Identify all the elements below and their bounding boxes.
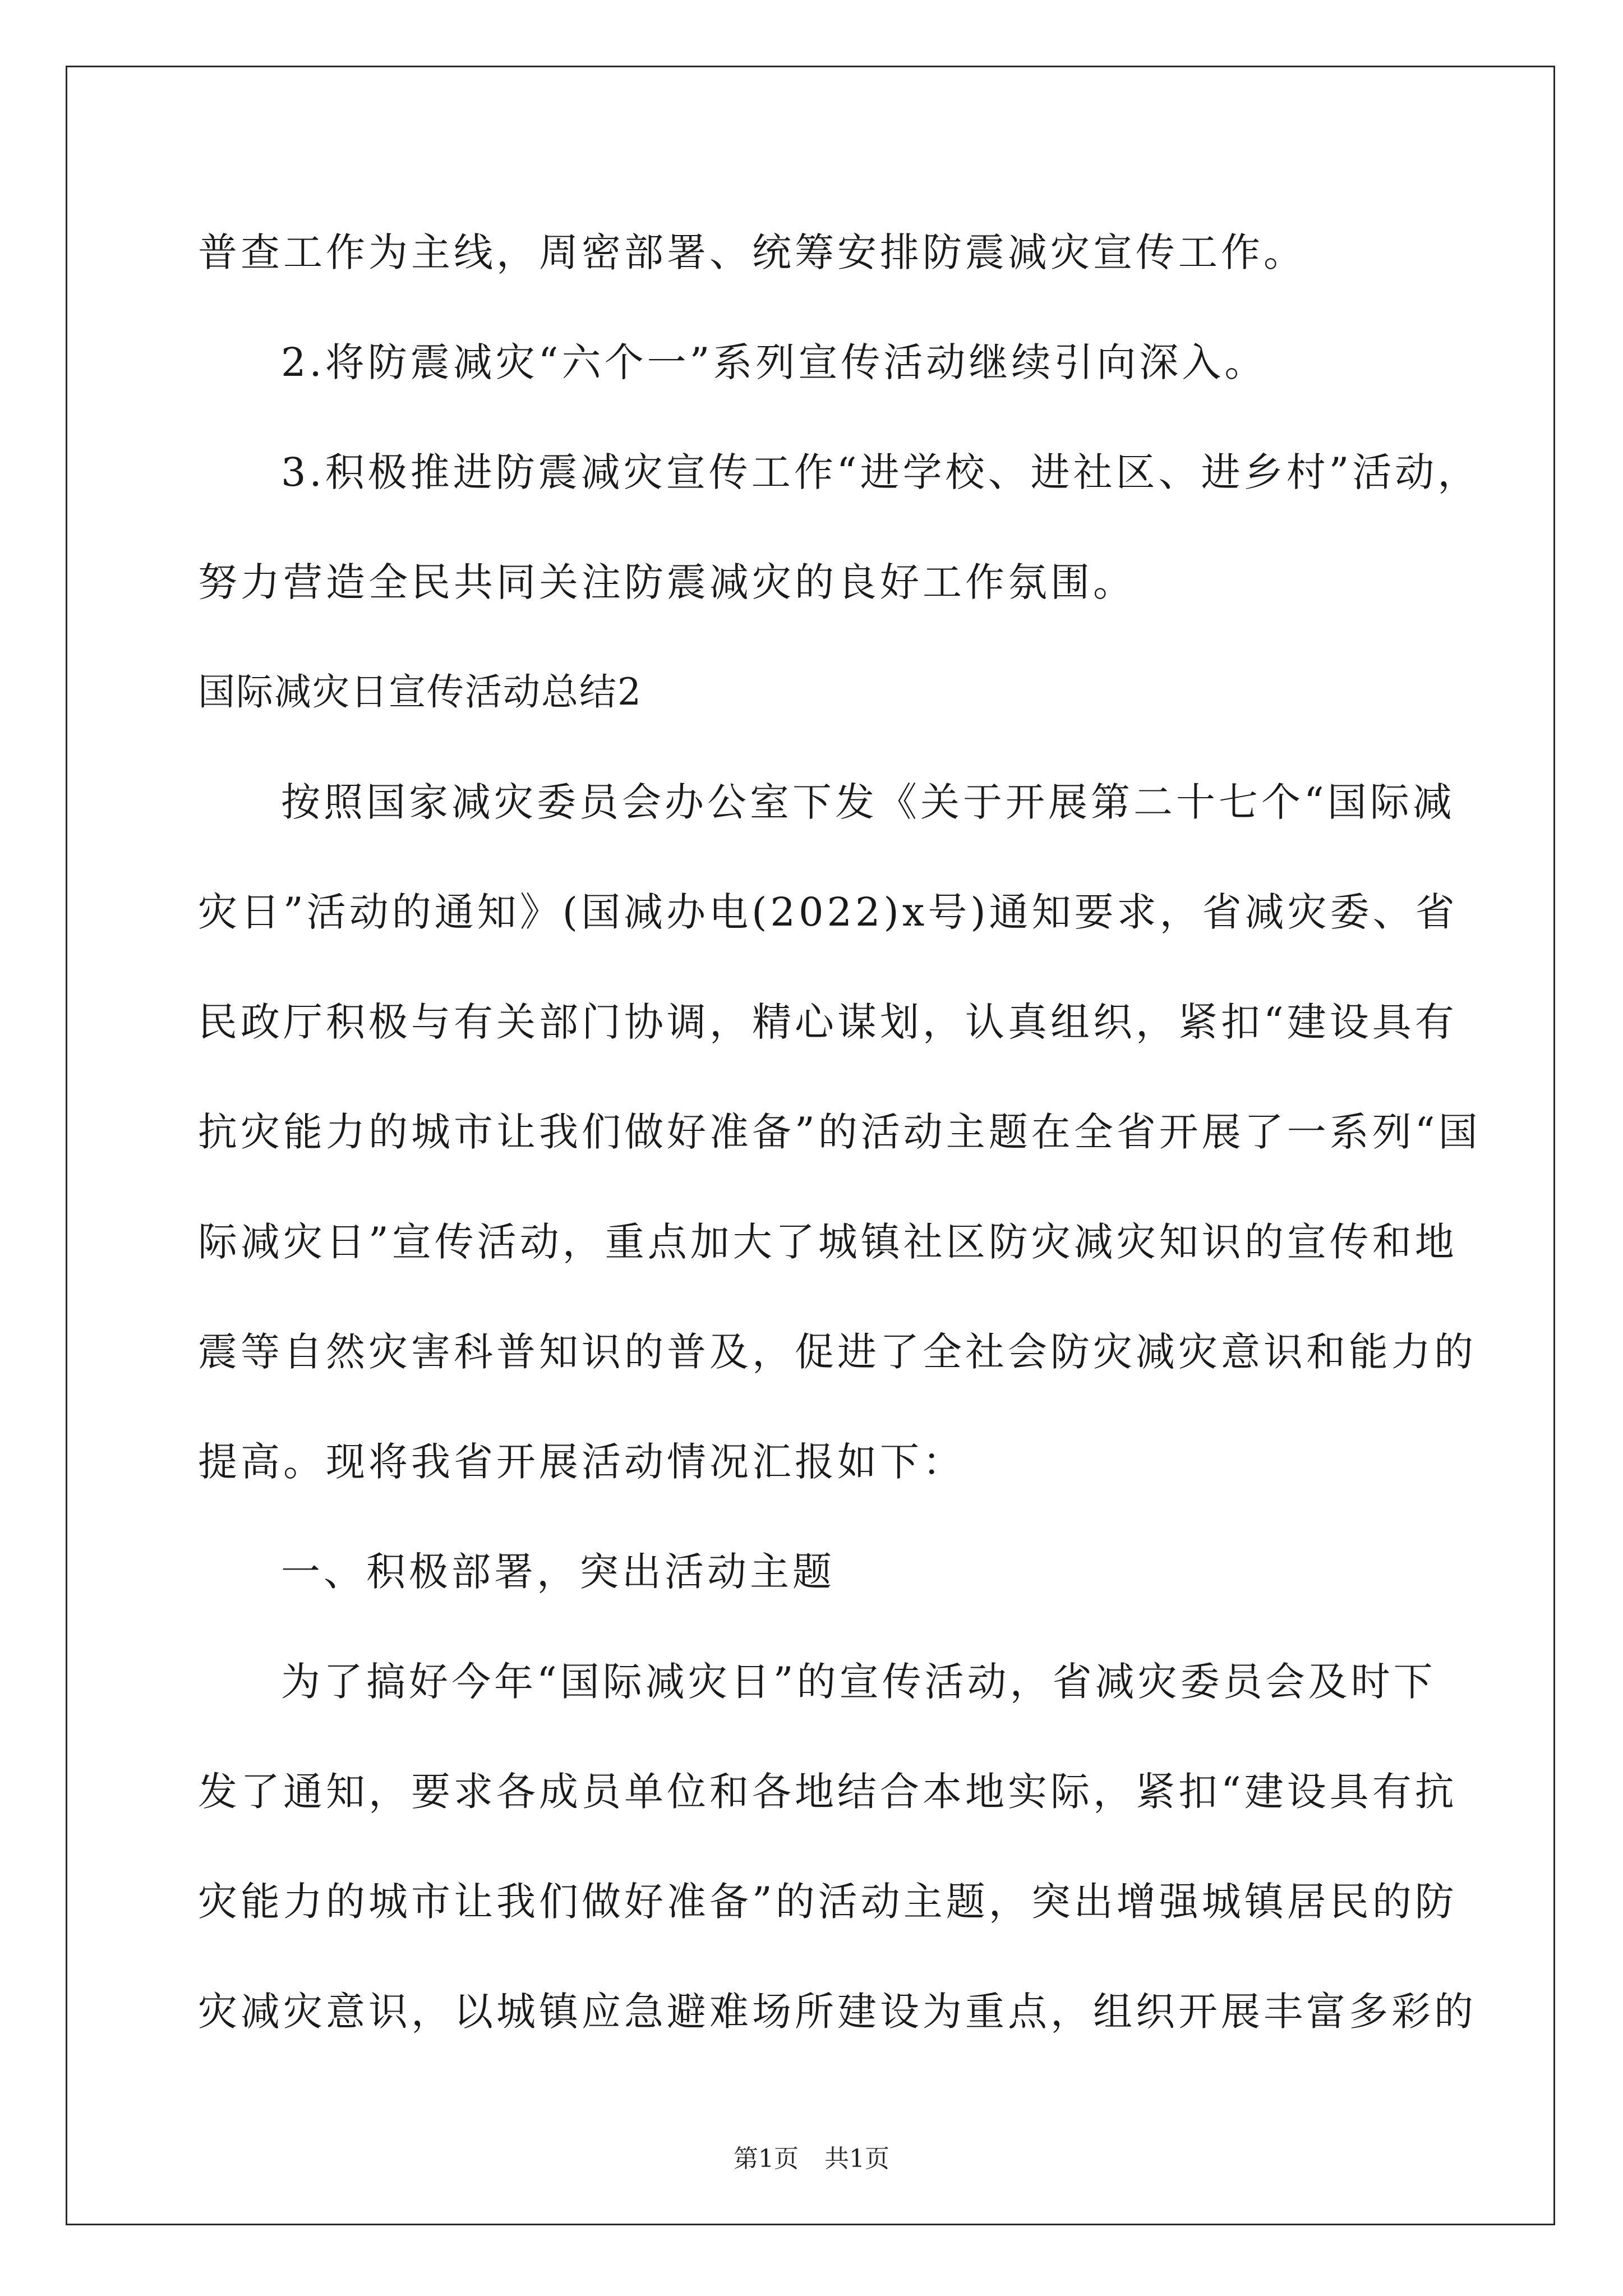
page-number-total: 共1页: [824, 2145, 889, 2173]
paragraph-line: 努力营造全民共同关注防震减灾的良好工作氛围。: [198, 559, 1136, 605]
page-number-current: 第1页: [734, 2145, 799, 2173]
page-footer: [0, 2138, 1623, 2174]
paragraph-line: 按照国家减灾委员会办公室下发《关于开展第二十七个“国际减: [281, 779, 1455, 825]
paragraph-line: 2.将防震减灾“六个一”系列宣传活动继续引向深入。: [281, 339, 1267, 385]
paragraph-line: 为了搞好今年“国际减灾日”的宣传活动，省减灾委员会及时下: [281, 1659, 1436, 1705]
paragraph-line: 民政厅积极与有关部门协调，精心谋划，认真组织，紧扣“建设具有: [198, 999, 1458, 1045]
paragraph-line: 提高。现将我省开展活动情况汇报如下：: [198, 1439, 965, 1485]
paragraph-line: 震等自然灾害科普知识的普及，促进了全社会防灾减灾意识和能力的: [198, 1329, 1477, 1375]
paragraph-line: 灾能力的城市让我们做好准备”的活动主题，突出增强城镇居民的防: [198, 1879, 1458, 1925]
paragraph-line: 际减灾日”宣传活动，重点加大了城镇社区防灾减灾知识的宣传和地: [198, 1219, 1458, 1265]
document-body: [198, 208, 1481, 2077]
paragraph-line: 灾减灾意识，以城镇应急避难场所建设为重点，组织开展丰富多彩的: [198, 1989, 1477, 2035]
paragraph-line: 发了通知，要求各成员单位和各地结合本地实际，紧扣“建设具有抗: [198, 1769, 1458, 1815]
section-title: 国际减灾日宣传活动总结2: [198, 670, 642, 714]
paragraph-line: 3.积极推进防震减灾宣传工作“进学校、进社区、进乡村”活动，: [281, 449, 1481, 495]
paragraph-line: 灾日”活动的通知》(国减办电(2022)x号)通知要求，省减灾委、省: [198, 889, 1458, 935]
paragraph-line: 普查工作为主线，周密部署、统筹安排防震减灾宣传工作。: [198, 229, 1306, 275]
paragraph-line: 抗灾能力的城市让我们做好准备”的活动主题在全省开展了一系列“国: [198, 1109, 1481, 1155]
section-heading: 一、积极部署，突出活动主题: [281, 1549, 835, 1595]
